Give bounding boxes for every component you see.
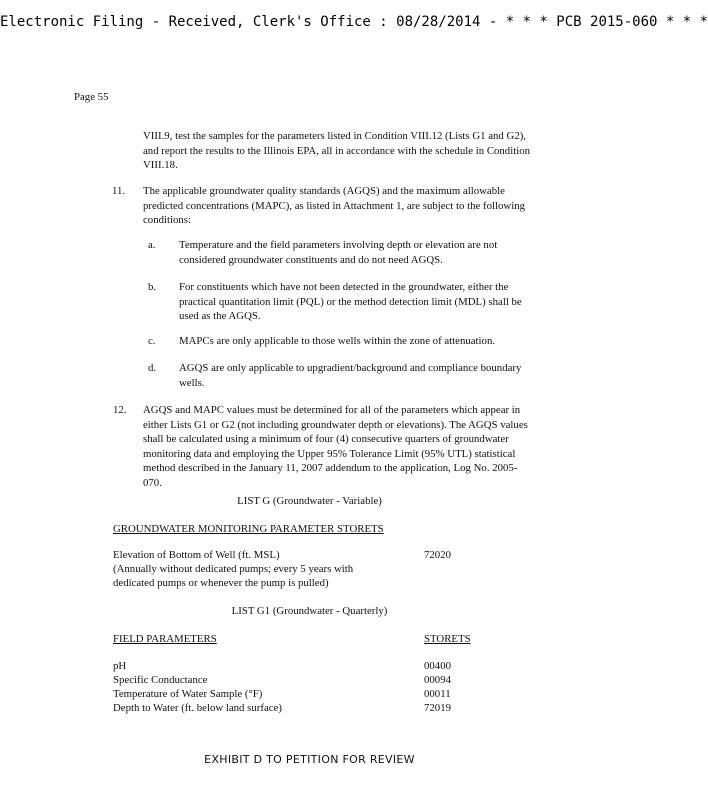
item-11-a-letter: a.: [148, 239, 156, 251]
list-g1-title: LIST G1 (Groundwater - Quarterly): [231, 605, 388, 617]
param-storet: 00094: [424, 674, 451, 686]
item-11-number: 11.: [112, 185, 126, 197]
col-header-storets: STORETS: [424, 633, 471, 645]
list-g-note-2: dedicated pumps or whenever the pump is pulled): [113, 577, 329, 589]
item-11-b-text: For constituents which have not been detected in the groundwater, either the practical quantitation limit (PQL) or the method detection limit (MDL) shall be used as the AGQS.: [179, 281, 522, 322]
param-storet: 00400: [424, 660, 451, 672]
list-g-note-1: (Annually without dedicated pumps; every 5 years with: [113, 563, 354, 575]
page-number: Page 55: [74, 91, 109, 103]
item-11-d-letter: d.: [148, 362, 157, 374]
item-11-c-text: MAPCs are only applicable to those wells within the zone of attenuation.: [179, 335, 496, 347]
col-header-field-parameters: FIELD PARAMETERS: [113, 633, 217, 645]
param-storet: 00011: [424, 688, 451, 700]
item-11-a-text: Temperature and the field parameters involving depth or elevation are not considered groundwater constituents and do not need AGQS.: [179, 239, 498, 266]
param-storet: 72019: [424, 702, 451, 714]
list-g-entry-storet: 72020: [424, 549, 451, 561]
item-11-text: The applicable groundwater quality standards (AGQS) and the maximum allowable predicted concentrations (MAPC), as listed in Attachment 1, are subject to the following conditions:: [143, 185, 525, 226]
list-g-title: LIST G (Groundwater - Variable): [237, 495, 382, 507]
param-name: Specific Conductance: [113, 674, 208, 686]
list-g-heading: GROUNDWATER MONITORING PARAMETER STORETS: [113, 523, 384, 535]
intro-paragraph: VIII.9, test the samples for the parameters listed in Condition VIII.12 (Lists G1 and G2), and report the results to the Illinois EPA, all in accordance with the schedule in Condition VIII.18.: [143, 130, 531, 171]
filing-stamp-header: Electronic Filing - Received, Clerk's Office : 08/28/2014 - * * * PCB 2015-060 * * *: [0, 14, 708, 30]
item-11-d-text: AGQS are only applicable to upgradient/background and compliance boundary wells.: [179, 362, 522, 389]
list-g-entry-label: Elevation of Bottom of Well (ft. MSL): [113, 549, 280, 561]
item-12-number: 12.: [113, 404, 127, 416]
item-11-b-letter: b.: [148, 281, 157, 293]
param-name: pH: [113, 660, 127, 672]
item-11-c-letter: c.: [148, 335, 156, 347]
param-name: Temperature of Water Sample (°F): [113, 688, 263, 700]
item-12-text: AGQS and MAPC values must be determined for all of the parameters which appear in either Lists G1 or G2 (not including groundwater depth or elevations). The AGQS values shall be calculated using a minimum of four (4) consecutive quarters of groundwater monitoring data and employing the Upper 95% Tolerance Limit (95% UTL) statistical method described in the January 11, 2007 addendum to the application, Log No. 2005-070.: [143, 404, 528, 489]
exhibit-footer: EXHIBIT D TO PETITION FOR REVIEW: [204, 753, 415, 766]
param-name: Depth to Water (ft. below land surface): [113, 702, 282, 714]
